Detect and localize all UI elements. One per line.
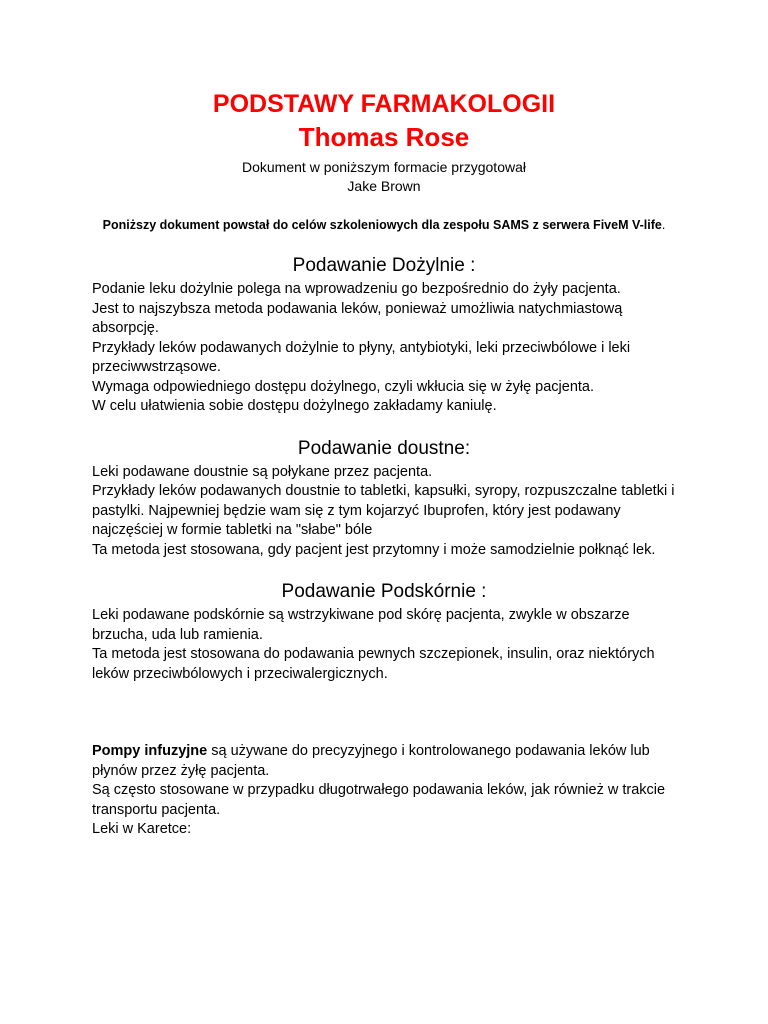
section-line: Przykłady leków podawanych doustnie to tabletki, kapsułki, syropy, rozpuszczalne tabletki i pastylki. Najpewniej będzie wam się z tym kojarzyć Ibuprofen, który jest podawany najczęściej w formie tabletki na "słabe" bóle: [92, 483, 675, 538]
section-line: Wymaga odpowiedniego dostępu dożylnego, czyli wkłucia się w żyłę pacjenta.: [92, 378, 595, 395]
pumps-line: Są często stosowane w przypadku długotrwałego podawania leków, jak również w trakcie transportu pacjenta.: [92, 782, 666, 818]
section-line: Ta metoda jest stosowana do podawania pewnych szczepionek, insulin, oraz niektórych leków przeciwbólowych i przeciwalergicznych.: [92, 646, 655, 682]
notice-text: Poniższy dokument powstał do celów szkoleniowych dla zespołu SAMS z serwera FiveM V-life: [102, 218, 662, 232]
ambulance-drugs-label: Leki w Karetce:: [92, 821, 192, 837]
pumps-term: Pompy infuzyjne: [92, 743, 208, 759]
training-notice: [92, 216, 676, 234]
section-line: Jest to najszybsza metoda podawania leków, ponieważ umożliwia natychmiastową absorpcję.: [92, 300, 623, 336]
credit-block: [92, 158, 676, 196]
section-heading-oral: Podawanie doustne:: [297, 437, 471, 459]
credit-name: Jake Brown: [347, 178, 421, 194]
document-title: PODSTAWY FARMAKOLOGII: [212, 90, 556, 118]
notice-period: .: [661, 218, 666, 232]
section-line: Podanie leku dożylnie polega na wprowadzeniu go bezpośrednio do żyły pacjenta.: [92, 281, 621, 297]
pumps-description: są używane do precyzyjnego i kontrolowanego podawania leków lub płynów przez żyłę pacjenta.: [92, 743, 650, 779]
section-line: Ta metoda jest stosowana, gdy pacjent jest przytomny i może samodzielnie połknąć lek.: [92, 541, 656, 558]
section-line: Leki podawane podskórnie są wstrzykiwane pod skórę pacjenta, zwykle w obszarze brzucha, uda lub ramienia.: [92, 607, 630, 643]
section-line: Leki podawane doustnie są połykane przez pacjenta.: [92, 463, 433, 480]
pumps-paragraph: [92, 742, 676, 781]
spacer: [92, 684, 676, 742]
section-heading-iv: Podawanie Dożylnie :: [292, 255, 476, 276]
document-author: Thomas Rose: [298, 122, 470, 152]
section-line: Przykłady leków podawanych dożylnie to płyny, antybiotyki, leki przeciwbólowe i leki przeciwwstrząsowe.: [92, 339, 631, 375]
section-line: W celu ułatwienia sobie dostępu dożylnego zakładamy kaniulę.: [92, 398, 497, 414]
credit-line: Dokument w poniższym formacie przygotował: [242, 159, 526, 175]
section-heading-subcutaneous: Podawanie Podskórnie :: [281, 581, 487, 602]
